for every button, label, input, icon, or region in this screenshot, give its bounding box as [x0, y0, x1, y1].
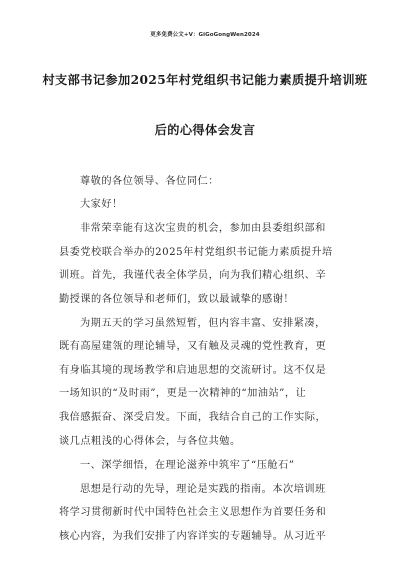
paragraph-line: 核心内容，为我们安排了内容详实的专题辅导。从习近平	[59, 531, 327, 542]
paragraph-line: 我倍感振奋、深受启发。下面，我结合自己的工作实际，	[59, 412, 327, 423]
paragraph-line: 县委党校联合举办的2025年村党组织书记能力素质提升培	[59, 247, 333, 258]
salutation: 尊敬的各位领导、各位同仁：	[80, 176, 219, 187]
section-heading: 一、深学细悟，在理论滋养中筑牢了“压舱石”	[80, 460, 295, 471]
paragraph-line: 一场知识的“及时雨”，更是一次精神的“加油站”，让	[59, 388, 307, 399]
paragraph-line: 训班。首先，我谨代表全体学员，向为我们精心组织、辛	[59, 270, 327, 281]
paragraph-line: 将学习贯彻新时代中国特色社会主义思想作为首要任务和	[59, 507, 327, 518]
paragraph-line: 有身临其境的现场教学和启迪思想的交流研讨。这不仅是	[59, 365, 327, 376]
paragraph-line: 既有高屋建瓴的理论辅导，又有触及灵魂的党性教育，更	[59, 341, 327, 352]
header-note: 更多免费公文+V：GiGoGongWen2024	[150, 32, 260, 38]
paragraph-line: 非常荣幸能有这次宝贵的机会，参加由县委组织部和	[80, 223, 326, 234]
greeting: 大家好！	[80, 199, 123, 210]
document-title-line-2: 后的心得体会发言	[154, 123, 256, 137]
paragraph-line: 勤授课的各位领导和老师们，致以最诚挚的感谢！	[59, 294, 295, 305]
paragraph-line: 为期五天的学习虽然短暂，但内容丰富、安排紧凑，	[80, 318, 326, 329]
document-title-line-1: 村支部书记参加2025年村党组织书记能力素质提升培训班	[42, 73, 368, 87]
paragraph-line: 思想是行动的先导，理论是实践的指南。本次培训班	[80, 484, 326, 495]
paragraph-line: 谈几点粗浅的心得体会，与各位共勉。	[59, 436, 241, 447]
